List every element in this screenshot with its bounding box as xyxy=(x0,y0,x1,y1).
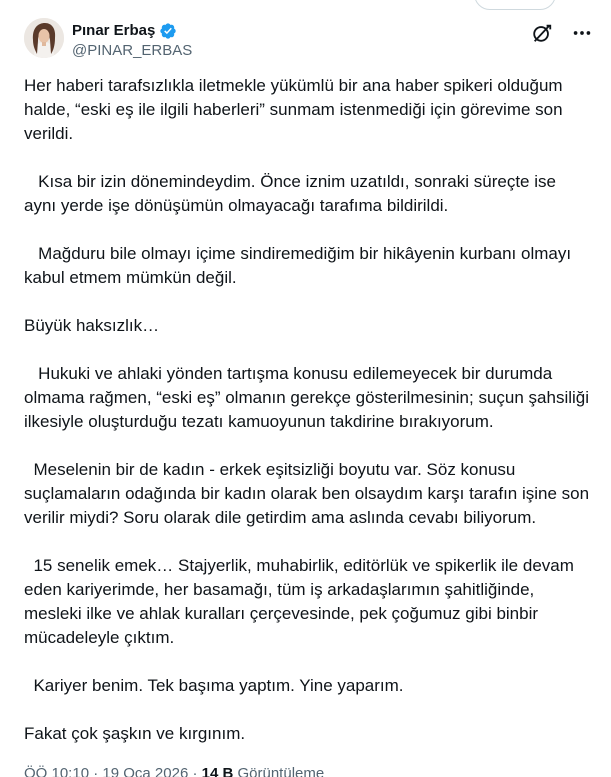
meta-separator: · xyxy=(188,765,202,777)
top-button-edge[interactable] xyxy=(474,0,556,10)
user-handle[interactable]: @PINAR_ERBAS xyxy=(72,42,193,59)
name-row xyxy=(72,21,177,41)
meta-separator: · xyxy=(89,765,103,777)
header-actions xyxy=(531,22,593,44)
verified-badge-icon xyxy=(159,22,177,40)
tweet-meta xyxy=(24,764,324,777)
tweet-paragraph: Meselenin bir de kadın - erkek eşitsizliği boyutu var. Söz konusu suçlamaların odağında bir kadın olarak ben olsaydım karşı tarafın işine son verilir miydi? Soru olarak dile getirdim ama aslında cevabı biliyorum. xyxy=(24,460,594,527)
tweet-paragraph: Büyük haksızlık… xyxy=(24,316,160,335)
tweet-paragraph: Her haberi tarafsızlıkla iletmekle yükümlü bir ana haber spikeri olduğum halde, “eski eş ile ilgili haberleri” sunmam istenmediği için görevime son verildi. xyxy=(24,76,568,143)
tweet-paragraph: Mağduru bile olmayı içime sindiremediğim bir hikâyenin kurbanı olmayı kabul etmem mümkün değil. xyxy=(24,244,576,287)
views-count[interactable]: 14 B xyxy=(201,765,234,777)
tweet-text xyxy=(24,74,594,746)
tweet-time[interactable]: ÖÖ 10:10 xyxy=(24,765,90,777)
avatar-image xyxy=(24,18,64,58)
display-name[interactable]: Pınar Erbaş xyxy=(72,22,156,39)
tweet-paragraph: Fakat çok şaşkın ve kırgınım. xyxy=(24,724,246,743)
tweet-header xyxy=(24,18,593,62)
tweet-date[interactable]: 19 Oca 2026 xyxy=(102,765,189,777)
grok-icon[interactable] xyxy=(531,22,553,44)
tweet-paragraph: Kısa bir izin dönemindeydim. Önce iznim uzatıldı, sonraki süreçte ise aynı yerde işe dönüşümün olmayacağı tarafıma bildirildi. xyxy=(24,172,561,215)
more-icon[interactable] xyxy=(571,22,593,44)
views-label: Görüntüleme xyxy=(233,765,325,777)
tweet-paragraph: 15 senelik emek… Stajyerlik, muhabirlik, editörlük ve spikerlik ile devam eden kariyerimde, her basamağı, tüm iş arkadaşlarımın şahitliğinde, mesleki ilke ve ahlak kuralları çerçevesinde, pek çoğumuz gibi binbir mücadeleyle çıktım. xyxy=(24,556,579,647)
tweet-paragraph: Kariyer benim. Tek başıma yaptım. Yine yaparım. xyxy=(24,676,404,695)
tweet-paragraph: Hukuki ve ahlaki yönden tartışma konusu edilemeyecek bir durumda olmama rağmen, “eski eş” olmanın gerekçe gösterilmesinin; suçun şahsiliği ilkesiyle oluşturduğu tezatı kamuoyunun takdirine bırakıyorum. xyxy=(24,364,594,431)
avatar[interactable] xyxy=(24,18,64,58)
